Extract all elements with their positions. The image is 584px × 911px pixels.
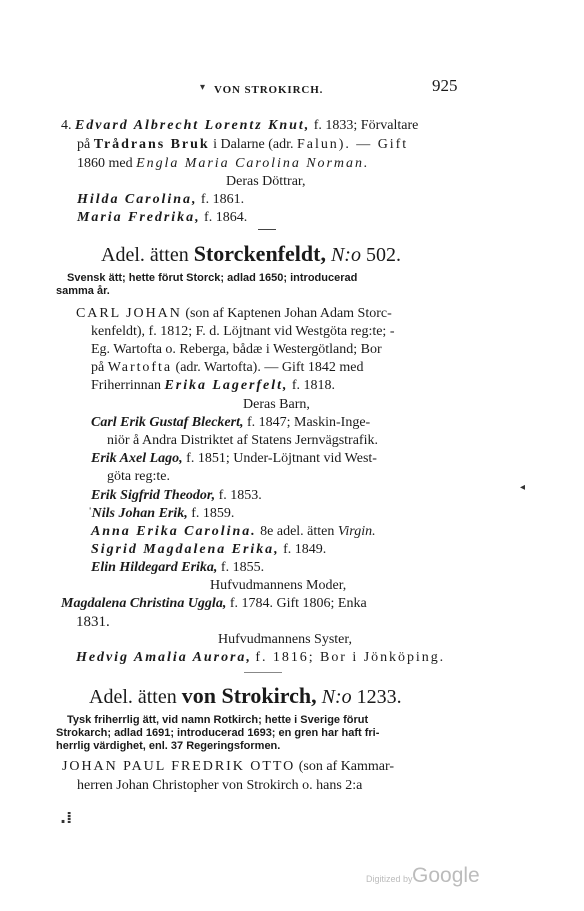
entry-line: Friherrinnan Erika Lagerfelt, f. 1818. <box>91 378 336 393</box>
running-title: VON STROKIRCH. <box>214 84 324 96</box>
child-entry: niör å Andra Distriktet af Statens Jernvägstrafik. <box>107 433 378 448</box>
entry-line: 1860 med Engla Maria Carolina Norman. <box>77 156 370 171</box>
entry-line: på Wartofta (adr. Wartofta). — Gift 1842 med <box>91 360 364 375</box>
entry-line: Magdalena Christina Uggla, f. 1784. Gift 1806; Enka <box>61 596 367 611</box>
child-entry: Hilda Carolina, f. 1861. <box>77 192 245 207</box>
daughters-heading: Deras Döttrar, <box>226 174 306 189</box>
entry-line: herren Johan Christopher von Strokirch o. hans 2:a <box>77 778 363 793</box>
section-divider <box>244 672 282 673</box>
entry-line: på Trådrans Bruk i Dalarne (adr. Falun). — Gift <box>77 137 409 152</box>
section-divider <box>258 229 276 230</box>
bullet-mark-icon: ▾ <box>200 82 206 93</box>
child-entry: ˈNils Johan Erik, f. 1859. <box>87 506 235 521</box>
page-number: 925 <box>432 76 458 95</box>
section-intro: herrlig värdighet, enl. 37 Regeringsformen. <box>56 740 281 752</box>
entry-line: CARL JOHAN (son af Kaptenen Johan Adam Storc- <box>76 306 392 321</box>
entry-line: Hedvig Amalia Aurora, f. 1816; Bor i Jönköping. <box>76 650 446 665</box>
mother-heading: Hufvudmannens Moder, <box>210 578 347 593</box>
child-entry: Maria Fredrika, f. 1864. <box>77 210 248 225</box>
child-entry: Erik Axel Lago, f. 1851; Under-Löjtnant vid West- <box>91 451 377 466</box>
entry-line: 4. Edvard Albrecht Lorentz Knut, f. 1833; Förvaltare <box>61 118 419 133</box>
section-heading: Adel. ätten von Strokirch, N:o 1233. <box>89 683 402 708</box>
section-heading: Adel. ätten Storckenfeldt, N:o 502. <box>101 241 401 266</box>
margin-arrow-icon: ◂ <box>520 482 526 493</box>
ink-mark-icon: .⁞ <box>60 808 73 827</box>
section-intro: Strokarch; adlad 1691; introducerad 1693; en gren har haft fri- <box>56 727 380 739</box>
child-entry: Carl Erik Gustaf Bleckert, f. 1847; Maskin-Inge- <box>91 415 371 430</box>
entry-line: Eg. Wartofta o. Reberga, bådæ i Westergötland; Bor <box>91 342 382 357</box>
child-entry: göta reg:te. <box>107 469 170 484</box>
digitized-by-watermark: Digitized by <box>366 874 413 884</box>
entry-line: JOHAN PAUL FREDRIK OTTO (son af Kammar- <box>62 759 395 774</box>
child-entry: Elin Hildegard Erika, f. 1855. <box>91 560 265 575</box>
children-heading: Deras Barn, <box>243 397 310 412</box>
child-entry: Sigrid Magdalena Erika, f. 1849. <box>91 542 327 557</box>
entry-line: 1831. <box>76 614 110 630</box>
sister-heading: Hufvudmannens Syster, <box>218 632 352 647</box>
entry-line: kenfeldt), f. 1812; F. d. Löjtnant vid Westgöta reg:te; - <box>91 324 395 339</box>
child-entry: Anna Erika Carolina. 8e adel. ätten Virgin. <box>91 524 376 539</box>
child-entry: Erik Sigfrid Theodor, f. 1853. <box>91 488 262 503</box>
google-watermark: Google <box>412 864 480 887</box>
section-intro: Svensk ätt; hette förut Storck; adlad 1650; introducerad <box>67 272 358 284</box>
section-intro: Tysk friherrlig ätt, vid namn Rotkirch; hette i Sverige förut <box>67 714 369 726</box>
section-intro: samma år. <box>56 285 110 297</box>
